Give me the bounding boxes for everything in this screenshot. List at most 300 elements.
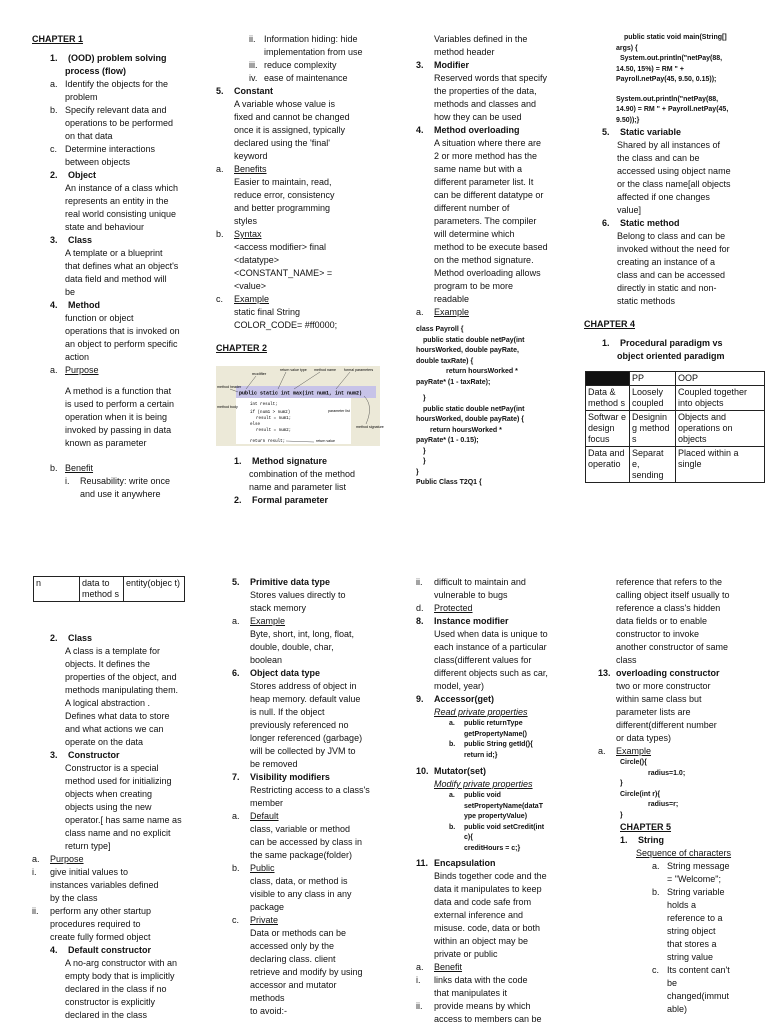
table-cell: Objects and operations on objects — [676, 411, 765, 447]
text-line: directly in static and non- — [617, 283, 717, 293]
b-col-4 — [598, 576, 766, 1016]
text-line: reduce error, consistency — [234, 190, 335, 200]
list-number: 1. — [602, 338, 610, 348]
code-line: result = num2; — [256, 429, 292, 433]
table-cell: Softwar e design focus — [586, 411, 630, 447]
list-letter: c. — [50, 144, 58, 154]
list-letter: b. — [449, 823, 456, 831]
example-subheading: Example — [434, 307, 470, 317]
label-formal-params: formal parameters — [344, 368, 374, 372]
text-line: method header — [434, 47, 495, 57]
text-line: retrieve and modify by using — [250, 967, 363, 977]
signature-code: public static int max(int num1, int num2) — [239, 390, 363, 397]
list-roman: i. — [65, 476, 70, 486]
text-line: Reusability: write once — [80, 476, 171, 486]
table-cell: Coupled together into objects — [676, 386, 765, 411]
visibility-modifiers-heading: Visibility modifiers — [250, 772, 330, 782]
code-line: public static double netPay(int — [423, 405, 525, 413]
code-line: c){ — [464, 834, 473, 841]
code-line: Public Class T2Q1 { — [416, 479, 482, 486]
benefit-subheading: Benefit — [65, 463, 94, 473]
list-number: 6. — [232, 668, 240, 678]
text-line: be — [65, 287, 76, 297]
text-line: Constructor is a special — [65, 763, 159, 773]
list-letter: a. — [416, 307, 424, 317]
code-line: getPropertyName() — [464, 730, 528, 738]
mutator-subheading: Modify private properties — [434, 779, 533, 789]
code-line: } — [423, 447, 426, 455]
code-line: 9.50));} — [616, 116, 640, 124]
text-line: different objects such as car, — [434, 668, 548, 678]
code-line: radius=1.0; — [648, 769, 686, 777]
text-line: real world consisting unique — [65, 209, 177, 219]
text-line: misuse. code, data or both — [434, 923, 541, 933]
constructor-heading: Constructor — [68, 750, 120, 760]
list-letter: a. — [216, 164, 224, 174]
list-number: 6. — [602, 218, 610, 228]
text-line: A method is a function that — [65, 386, 172, 396]
code-line: radius=r; — [648, 801, 679, 808]
text-line: Its content can't — [667, 965, 730, 975]
table-header-cell: OOP — [676, 372, 765, 386]
text-line: holds a — [667, 900, 697, 910]
col-3 — [416, 33, 586, 489]
list-letter: b. — [216, 229, 224, 239]
table-cell: data to method s — [80, 577, 124, 602]
col-1 — [32, 33, 212, 501]
b-col-1 — [32, 632, 217, 1022]
text-line: reference to a — [667, 913, 723, 923]
text-line: can be accessed by class in — [250, 837, 363, 847]
label-parameter-list: parameter list — [328, 409, 350, 413]
text-line: A template or a blueprint — [65, 248, 163, 258]
modifier-heading: Modifier — [434, 60, 469, 70]
method-heading: Method — [68, 300, 100, 310]
text-line: String message — [667, 861, 730, 871]
code-line: public void setCredit(int — [464, 823, 545, 831]
text-line: heap memory. default value — [250, 694, 361, 704]
text-line: accessor and mutator — [250, 980, 337, 990]
text-line: private or public — [434, 949, 498, 959]
text-line: different number of — [434, 203, 510, 213]
static-variable-heading: Static variable — [620, 127, 682, 137]
code-line: result = num1; — [256, 417, 292, 421]
text-line: program to be more — [434, 281, 514, 291]
text-line: difficult to maintain and — [434, 577, 526, 587]
text-line: calling object itself usually to — [616, 590, 730, 600]
static-method-heading: Static method — [620, 218, 680, 228]
private-subheading: Private — [250, 915, 279, 925]
text-line: reference that refers to the — [616, 577, 723, 587]
code-line: public returnType — [464, 720, 523, 727]
list-roman: ii. — [249, 34, 256, 44]
list-letter: a. — [449, 792, 455, 799]
text-line: declared using the 'final' — [234, 138, 330, 148]
text-line: Shared by all instances of — [617, 140, 721, 150]
text-line: perform any other startup — [50, 906, 152, 916]
list-roman: ii. — [416, 1001, 423, 1011]
text-line: the properties of the data, — [434, 86, 537, 96]
code-line: public static double netPay(int — [423, 336, 525, 344]
text-line: value] — [617, 205, 642, 215]
text-line: and better programming — [234, 203, 331, 213]
text-line: Binds together code and the — [434, 871, 547, 881]
text-line: implementation from use — [264, 47, 363, 57]
text-line: by the class — [50, 893, 98, 903]
table-cell: entity(objec t) — [124, 577, 185, 602]
text-line: objects. It defines the — [65, 659, 151, 669]
table-header-cell — [586, 372, 630, 386]
table-row — [586, 447, 765, 483]
example-subheading: Example — [616, 746, 652, 756]
text-line: keyword — [234, 151, 268, 161]
text-line: Information hiding: hide — [264, 34, 358, 44]
b-col-2 — [232, 576, 412, 1018]
text-line: is null. If the object — [250, 707, 325, 717]
encapsulation-heading: Encapsulation — [434, 858, 496, 868]
list-number: 1. — [50, 53, 58, 63]
text-line: invoked without the need for — [617, 244, 730, 254]
list-number: 4. — [50, 945, 58, 955]
default-subheading: Default — [250, 811, 279, 821]
paradigm-table-cont — [33, 576, 185, 602]
list-number: 5. — [216, 86, 224, 96]
list-number: 3. — [50, 235, 58, 245]
text-line: package — [250, 902, 285, 912]
code-line: 14.50, 15%) = RM " + — [616, 65, 684, 73]
code-line: public String getId(){ — [464, 741, 533, 748]
text-line: different(different number — [616, 720, 717, 730]
chapter-2-heading: CHAPTER 2 — [216, 343, 268, 353]
text-line: data it manipulates to keep — [434, 884, 542, 894]
text-line: vulnerable to bugs — [434, 590, 508, 600]
text-line: longer referenced (garbage) — [250, 733, 363, 743]
col-2 — [216, 33, 396, 355]
code-line: payRate* (1 - 0.15); — [416, 437, 479, 444]
code-line: args) { — [616, 44, 638, 52]
text-line: between objects — [65, 157, 131, 167]
table-cell: Loosely coupled — [630, 386, 676, 411]
table-cell: Placed within a single — [676, 447, 765, 483]
code-line: ype propertyValue) — [464, 813, 528, 820]
text-line: class(different values for — [434, 655, 532, 665]
text-line: Stores values directly to — [250, 590, 346, 600]
list-letter: a. — [50, 365, 58, 375]
text-line: <CONSTANT_NAME> = — [234, 268, 333, 278]
code-line: } — [423, 458, 426, 465]
text-line: constructor is explicitly — [65, 997, 156, 1007]
text-line: two or more constructor — [616, 681, 711, 691]
text-line: constructor to invoke — [616, 629, 700, 639]
text-line: return type] — [65, 841, 111, 851]
text-line: action — [65, 352, 90, 362]
text-line: instances variables defined — [50, 880, 159, 890]
list-letter: b. — [50, 105, 58, 115]
example-subheading: Example — [234, 294, 270, 304]
accessor-subheading: Read private properties — [434, 707, 528, 717]
list-number: 4. — [416, 125, 424, 135]
table-cell: Data and operatio — [586, 447, 630, 483]
text-line: how they can be used — [434, 112, 522, 122]
text-line: previously referenced no — [250, 720, 349, 730]
instance-modifier-heading: Instance modifier — [434, 616, 509, 626]
list-letter: a. — [449, 720, 455, 727]
text-line: ease of maintenance — [264, 73, 348, 83]
text-line: method to be execute based — [434, 242, 548, 252]
text-line: different parameter list. It — [434, 177, 534, 187]
list-number: 2. — [234, 495, 242, 505]
text-line: Defines what data to store — [65, 711, 170, 721]
list-letter: c. — [232, 915, 240, 925]
text-line: A situation where there are — [434, 138, 542, 148]
text-line: data fields or to enable — [616, 616, 708, 626]
text-line: string object — [667, 926, 716, 936]
code-line: return hoursWorked * — [446, 368, 518, 375]
text-line: will be collected by JVM to — [250, 746, 356, 756]
text-line: same name but with a — [434, 164, 523, 174]
text-line: will determine which — [434, 229, 515, 239]
list-letter: a. — [416, 962, 424, 972]
text-line: and use it anywhere — [80, 489, 161, 499]
label-return-type: return value type — [280, 368, 307, 372]
text-line: operator.[ has same name as — [65, 815, 182, 825]
list-roman: i. — [32, 867, 37, 877]
text-line: A no-arg constructor with an — [65, 958, 178, 968]
text-line: access to members can be — [434, 1014, 542, 1024]
text-line: another constructor of same — [616, 642, 729, 652]
list-number: 10. — [416, 766, 429, 776]
code-line: public static void main(String[] — [624, 34, 727, 41]
table-header-row — [586, 372, 765, 386]
text-line: boolean — [250, 655, 283, 665]
text-line: create fully formed object — [50, 932, 151, 942]
list-roman: ii. — [416, 577, 423, 587]
text-line: class, variable or method — [250, 824, 351, 834]
list-roman: i. — [416, 975, 421, 985]
list-number: 5. — [232, 577, 240, 587]
text-line: <datatype> — [234, 255, 280, 265]
table-cell: n — [34, 577, 80, 602]
text-line: reduce complexity — [264, 60, 337, 70]
chapter-1-heading: CHAPTER 1 — [32, 34, 84, 44]
text-line: visible to any class in any — [250, 889, 352, 899]
text-line: objects using the new — [65, 802, 152, 812]
code-line: if (num1 > num2) — [250, 411, 291, 415]
text-line: an object to perform specific — [65, 339, 178, 349]
text-line: be — [667, 978, 678, 988]
string-heading: String — [638, 835, 664, 845]
paradigm-heading: Procedural paradigm vs — [620, 338, 723, 348]
ood-heading-cont: process (flow) — [65, 66, 127, 76]
text-line: double, double, char, — [250, 642, 334, 652]
label-method-header: method header — [217, 385, 242, 389]
ood-heading: (OOD) problem solving — [68, 53, 167, 63]
list-number: 2. — [50, 633, 58, 643]
list-letter: d. — [416, 603, 424, 613]
table-row — [586, 386, 765, 411]
code-line: int result; — [250, 403, 278, 407]
text-line: the class and can be — [617, 153, 700, 163]
text-line: class name and no explicit — [65, 828, 171, 838]
formal-parameter-heading: Formal parameter — [252, 495, 329, 505]
code-line: else — [250, 423, 261, 427]
text-line: each instance of a particular — [434, 642, 547, 652]
text-line: class, data, or method is — [250, 876, 348, 886]
code-line: return id;} — [464, 751, 498, 759]
code-line: return result; — [250, 440, 286, 444]
object-heading: Object — [68, 170, 97, 180]
code-line: return hoursWorked * — [430, 426, 502, 434]
paradigm-table — [585, 371, 765, 483]
mutator-heading: Mutator(set) — [434, 766, 486, 776]
text-line: data field and method will — [65, 274, 167, 284]
text-line: can be different datatype or — [434, 190, 544, 200]
text-line: function or object — [65, 313, 134, 323]
text-line: 2 or more method has the — [434, 151, 538, 161]
text-line: Reserved words that specify — [434, 73, 548, 83]
text-line: or the class name[all objects — [617, 179, 731, 189]
table-row — [586, 411, 765, 447]
text-line: fixed and cannot be changed — [234, 112, 350, 122]
code-line: Circle(){ — [620, 759, 647, 766]
text-line: to avoid:- — [250, 1006, 288, 1016]
text-line: parameter lists are — [616, 707, 691, 717]
text-line: string value — [667, 952, 714, 962]
text-line: A class is a template for — [65, 646, 161, 656]
text-line: Byte, short, int, long, float, — [250, 629, 355, 639]
list-number: 3. — [416, 60, 424, 70]
list-number: 7. — [232, 772, 240, 782]
syntax-subheading: Syntax — [234, 229, 262, 239]
text-line: the same package(folder) — [250, 850, 353, 860]
text-line: Stores address of object in — [250, 681, 357, 691]
text-line: that manipulates it — [434, 988, 508, 998]
code-line: payRate* (1 - taxRate); — [416, 378, 491, 386]
list-letter: b. — [449, 741, 456, 748]
text-line: A variable whose value is — [234, 99, 336, 109]
text-line: combination of the method — [249, 469, 356, 479]
text-line: provide means by which — [434, 1001, 531, 1011]
text-line: Easier to maintain, read, — [234, 177, 332, 187]
text-line: operation when it is being — [65, 412, 168, 422]
list-letter: a. — [232, 616, 240, 626]
text-line: A logical abstraction . — [65, 698, 151, 708]
code-line: creditHours = c;} — [464, 844, 521, 852]
text-line: <value> — [234, 281, 267, 291]
label-method-name: method name — [314, 368, 336, 372]
code-line: hoursWorked, double payRate, — [416, 347, 519, 354]
text-line: accessed only by the — [250, 941, 335, 951]
list-letter: a. — [50, 79, 58, 89]
text-line: links data with the code — [434, 975, 528, 985]
text-line: problem — [65, 92, 98, 102]
text-line: data and code safe from — [434, 897, 532, 907]
text-line: be removed — [250, 759, 298, 769]
list-number: 4. — [50, 300, 58, 310]
text-line: objects when creating — [65, 789, 153, 799]
list-letter: a. — [232, 811, 240, 821]
constant-heading: Constant — [234, 86, 273, 96]
text-line: COLOR_CODE= #ff0000; — [234, 320, 338, 330]
list-letter: c. — [216, 294, 224, 304]
list-number: 2. — [50, 170, 58, 180]
label-modifier: modifier — [252, 371, 267, 376]
purpose-subheading: Purpose — [65, 365, 99, 375]
label-method-body: method body — [217, 405, 238, 409]
text-line: accessed using object name — [617, 166, 731, 176]
text-line: declared in the class if no — [65, 984, 167, 994]
code-line: hoursWorked, double payRate) { — [416, 416, 524, 423]
text-line: static final String — [234, 307, 301, 317]
paradigm-heading-cont: object oriented paradigm — [617, 351, 725, 361]
text-line: method used for initializing — [65, 776, 172, 786]
code-line: System.out.println("netPay(88, — [620, 55, 723, 62]
overloading-constructor-heading: overloading constructor — [616, 668, 720, 678]
text-line: parameters. The compiler — [434, 216, 537, 226]
text-line: model, year) — [434, 681, 485, 691]
accessor-heading: Accessor(get) — [434, 694, 495, 704]
text-line: is used to perform a certain — [65, 399, 175, 409]
list-number: 3. — [50, 750, 58, 760]
purpose-subheading: Purpose — [50, 854, 84, 864]
text-line: operations that is invoked on — [65, 326, 180, 336]
method-anatomy-diagram — [216, 366, 384, 446]
label-method-signature: method signature — [356, 425, 384, 429]
text-line: stack memory — [250, 603, 307, 613]
text-line: <access modifier> final — [234, 242, 327, 252]
text-line: readable — [434, 294, 470, 304]
b-col-3 — [416, 576, 596, 1026]
text-line: Used when data is unique to — [434, 629, 548, 639]
list-number: 1. — [234, 456, 242, 466]
text-line: class and can be accessed — [617, 270, 726, 280]
label-return-value: return value — [316, 439, 335, 443]
text-line: operate on the data — [65, 737, 144, 747]
text-line: Variables defined in the — [434, 34, 528, 44]
code-line: Circle(int r){ — [620, 790, 661, 798]
list-number: 11. — [416, 858, 429, 868]
benefit-subheading: Benefit — [434, 962, 463, 972]
text-line: state and behaviour — [65, 222, 145, 232]
text-line: empty body that is implicitly — [65, 971, 175, 981]
method-overloading-heading: Method overloading — [434, 125, 520, 135]
text-line: able) — [667, 1004, 688, 1014]
protected-subheading: Protected — [434, 603, 473, 613]
text-line: on the method signature. — [434, 255, 534, 265]
list-number: 9. — [416, 694, 424, 704]
text-line: properties of the object, and — [65, 672, 177, 682]
text-line: class — [616, 655, 637, 665]
text-line: = "Welcome"; — [667, 874, 721, 884]
text-line: operations to be performed — [65, 118, 174, 128]
chapter-4-heading: CHAPTER 4 — [584, 319, 636, 329]
default-constructor-heading: Default constructor — [68, 945, 152, 955]
list-letter: b. — [50, 463, 58, 473]
text-line: styles — [234, 216, 258, 226]
text-line: creating an instance of a — [617, 257, 716, 267]
text-line: static methods — [617, 296, 676, 306]
text-line: Restricting access to a class's — [250, 785, 370, 795]
list-letter: c. — [652, 965, 660, 975]
text-line: Determine interactions — [65, 144, 156, 154]
text-line: Specify relevant data and — [65, 105, 167, 115]
text-line: affected if one changes — [617, 192, 710, 202]
text-line: that stores a — [667, 939, 717, 949]
list-letter: a. — [32, 854, 40, 864]
list-roman: ii. — [32, 906, 39, 916]
code-line: } — [620, 780, 623, 787]
table-header-cell: PP — [630, 372, 676, 386]
